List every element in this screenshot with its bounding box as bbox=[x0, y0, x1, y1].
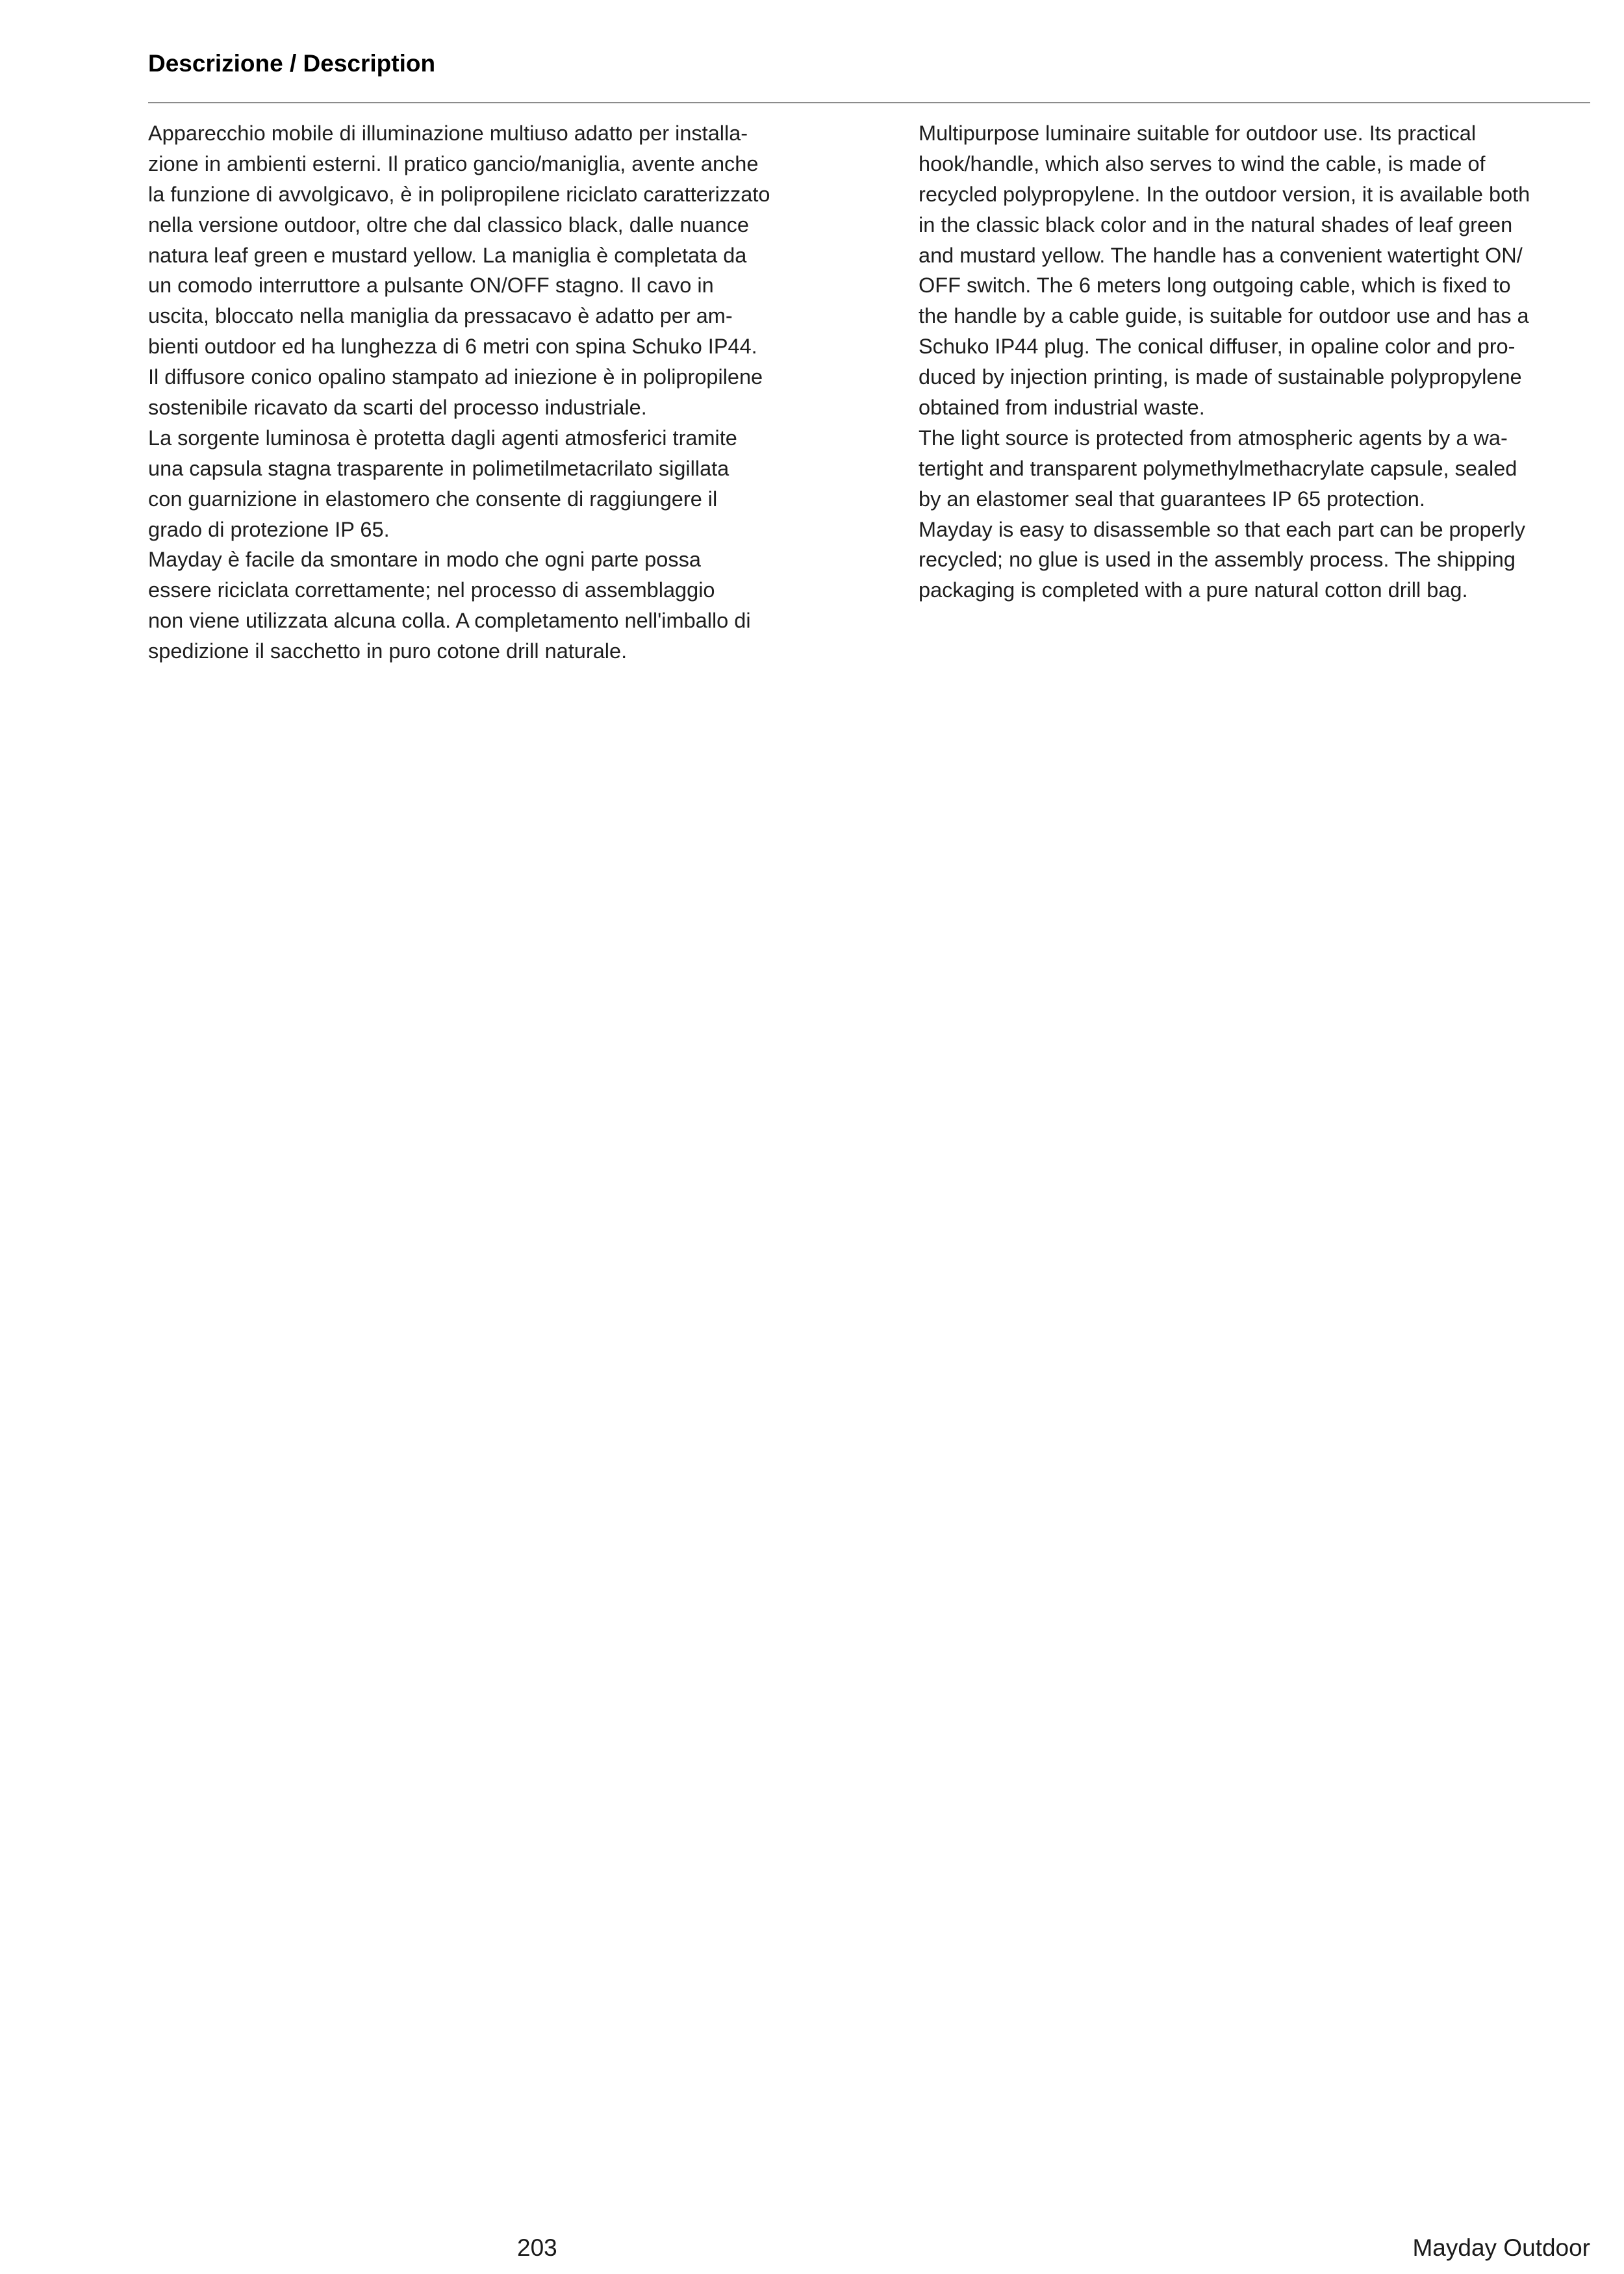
product-name: Mayday Outdoor bbox=[1412, 2234, 1590, 2261]
text-line: tertight and transparent polymethylmethacrylate capsule, sealed bbox=[919, 456, 1517, 480]
text-line: Mayday è facile da smontare in modo che ogni parte possa bbox=[148, 548, 701, 572]
text-line: nella versione outdoor, oltre che dal classico black, dalle nuance bbox=[148, 212, 750, 236]
description-italian bbox=[148, 118, 824, 667]
text-line: Mayday is easy to disassemble so that each part can be properly bbox=[919, 517, 1525, 541]
text-line: Multipurpose luminaire suitable for outdoor use. Its practical bbox=[919, 121, 1477, 145]
text-line: the handle by a cable guide, is suitable for outdoor use and has a bbox=[919, 304, 1529, 328]
text-line: Apparecchio mobile di illuminazione multiuso adatto per installa- bbox=[148, 121, 748, 145]
text-line: con guarnizione in elastomero che consente di raggiungere il bbox=[148, 487, 718, 511]
text-line: hook/handle, which also serves to wind the cable, is made of bbox=[919, 151, 1486, 175]
text-line: by an elastomer seal that guarantees IP 65 protection. bbox=[919, 487, 1425, 511]
text-line: OFF switch. The 6 meters long outgoing cable, which is fixed to bbox=[919, 274, 1511, 298]
text-line: Il diffusore conico opalino stampato ad iniezione è in polipropilene bbox=[148, 365, 763, 389]
text-line: duced by injection printing, is made of sustainable polypropylene bbox=[919, 365, 1522, 389]
text-line: and mustard yellow. The handle has a convenient watertight ON/ bbox=[919, 243, 1523, 267]
text-line: non viene utilizzata alcuna colla. A completamento nell'imballo di bbox=[148, 609, 751, 633]
text-line: uscita, bloccato nella maniglia da pressacavo è adatto per am- bbox=[148, 304, 733, 328]
text-line: un comodo interruttore a pulsante ON/OFF stagno. Il cavo in bbox=[148, 274, 714, 298]
page-number: 203 bbox=[517, 2234, 557, 2261]
text-line: in the classic black color and in the natural shades of leaf green bbox=[919, 212, 1513, 236]
text-line: una capsula stagna trasparente in polimetilmetacrilato sigillata bbox=[148, 456, 730, 480]
text-line: bienti outdoor ed ha lunghezza di 6 metri con spina Schuko IP44. bbox=[148, 335, 757, 359]
text-line: obtained from industrial waste. bbox=[919, 396, 1205, 420]
heading-divider bbox=[148, 102, 1590, 103]
text-line: la funzione di avvolgicavo, è in polipropilene riciclato caratterizzato bbox=[148, 182, 770, 206]
text-line: essere riciclata correttamente; nel processo di assemblaggio bbox=[148, 578, 715, 602]
page-title: Descrizione / Description bbox=[148, 50, 436, 77]
text-line: zione in ambienti esterni. Il pratico gancio/maniglia, avente anche bbox=[148, 151, 759, 175]
text-line: spedizione il sacchetto in puro cotone drill naturale. bbox=[148, 639, 628, 663]
text-line: natura leaf green e mustard yellow. La maniglia è completata da bbox=[148, 243, 747, 267]
description-english bbox=[919, 118, 1594, 606]
text-line: packaging is completed with a pure natural cotton drill bag. bbox=[919, 578, 1468, 602]
text-line: The light source is protected from atmospheric agents by a wa- bbox=[919, 426, 1508, 450]
text-line: recycled; no glue is used in the assembly process. The shipping bbox=[919, 548, 1516, 572]
text-line: grado di protezione IP 65. bbox=[148, 517, 390, 541]
text-line: Schuko IP44 plug. The conical diffuser, in opaline color and pro- bbox=[919, 335, 1516, 359]
text-line: recycled polypropylene. In the outdoor version, it is available both bbox=[919, 182, 1530, 206]
text-line: La sorgente luminosa è protetta dagli agenti atmosferici tramite bbox=[148, 426, 737, 450]
text-line: sostenibile ricavato da scarti del processo industriale. bbox=[148, 396, 647, 420]
